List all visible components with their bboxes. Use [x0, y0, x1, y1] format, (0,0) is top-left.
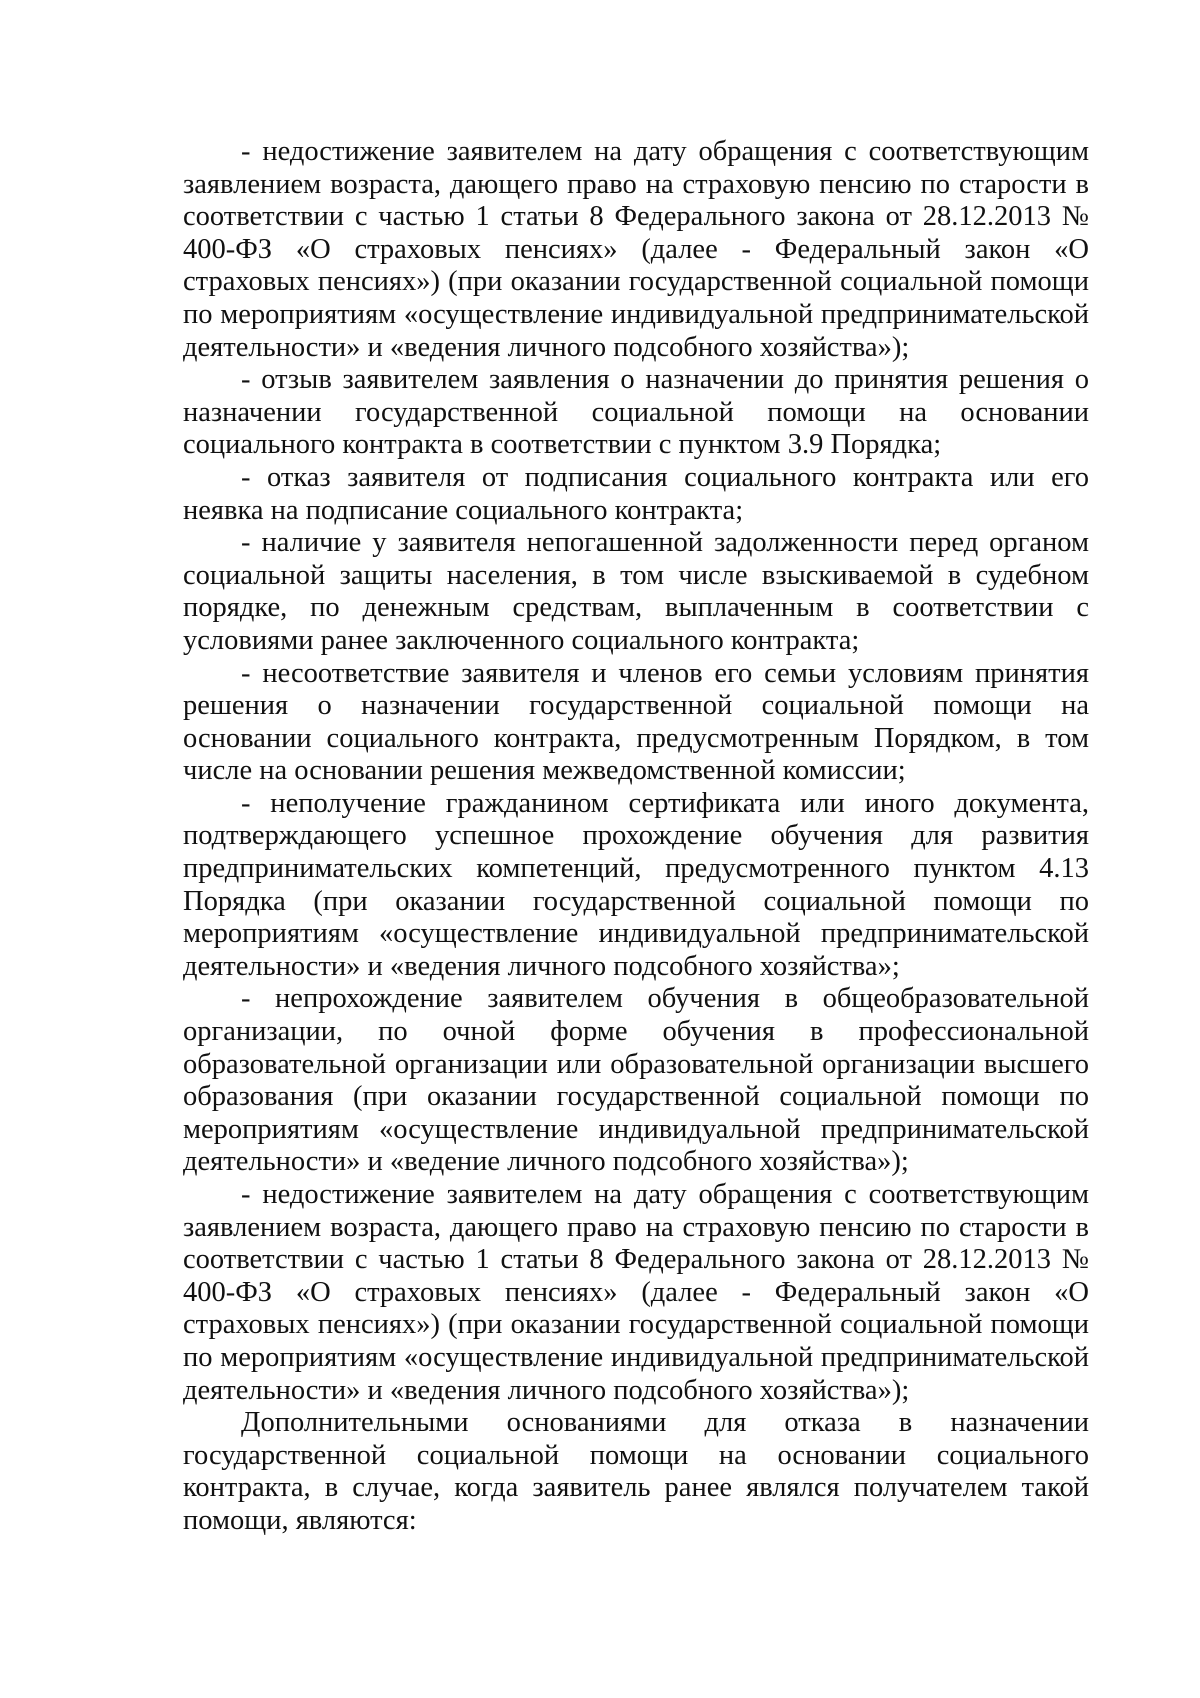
paragraph: - отказ заявителя от подписания социального контракта или его неявка на подписание социального контракта; — [183, 461, 1089, 526]
paragraph: - несоответствие заявителя и членов его семьи условиям принятия решения о назначении государственной социальной помощи на основании социального контракта, предусмотренным Порядком, в том числе на основании решения межведомственной комиссии; — [183, 657, 1089, 787]
paragraph: - неполучение гражданином сертификата или иного документа, подтверждающего успешное прохождение обучения для развития предпринимательских компетенций, предусмотренного пунктом 4.13 Порядка (при оказании государственной социальной помощи по мероприятиям «осуществление индивидуальной предпринимательской деятельности» и «ведения личного подсобного хозяйства»; — [183, 787, 1089, 982]
paragraph: Дополнительными основаниями для отказа в назначении государственной социальной помощи на основании социального контракта, в случае, когда заявитель ранее являлся получателем такой помощи, являются: — [183, 1407, 1089, 1536]
paragraph: - недостижение заявителем на дату обращения с соответствующим заявлением возраста, дающего право на страховую пенсию по старости в соответствии с частью 1 статьи 8 Федерального закона от 28.12.2013 № 400-ФЗ «О страховых пенсиях» (далее - Федеральный закон «О страховых пенсиях») (при оказании государственной социальной помощи по мероприятиям «осуществление индивидуальной предпринимательской деятельности» и «ведения личного подсобного хозяйства»); — [183, 1179, 1089, 1406]
paragraph: - недостижение заявителем на дату обращения с соответствующим заявлением возраста, дающего право на страховую пенсию по старости в соответствии с частью 1 статьи 8 Федерального закона от 28.12.2013 № 400-ФЗ «О страховых пенсиях» (далее - Федеральный закон «О страховых пенсиях») (при оказании государственной социальной помощи по мероприятиям «осуществление индивидуальной предпринимательской деятельности» и «ведения личного подсобного хозяйства»); — [183, 136, 1089, 363]
document-body — [183, 136, 1089, 1538]
paragraph: - непрохождение заявителем обучения в общеобразовательной организации, по очной форме обучения в профессиональной образовательной организации или образовательной организации высшего образования (при оказании государственной социальной помощи по мероприятиям «осуществление индивидуальной предпринимательской деятельности» и «ведение личного подсобного хозяйства»); — [183, 983, 1089, 1178]
paragraph: - наличие у заявителя непогашенной задолженности перед органом социальной защиты населения, в том числе взыскиваемой в судебном порядке, по денежным средствам, выплаченным в соответствии с условиями ранее заключенного социального контракта; — [183, 527, 1089, 656]
paragraph: - отзыв заявителем заявления о назначении до принятия решения о назначении государственной социальной помощи на основании социального контракта в соответствии с пунктом 3.9 Порядка; — [183, 364, 1089, 461]
